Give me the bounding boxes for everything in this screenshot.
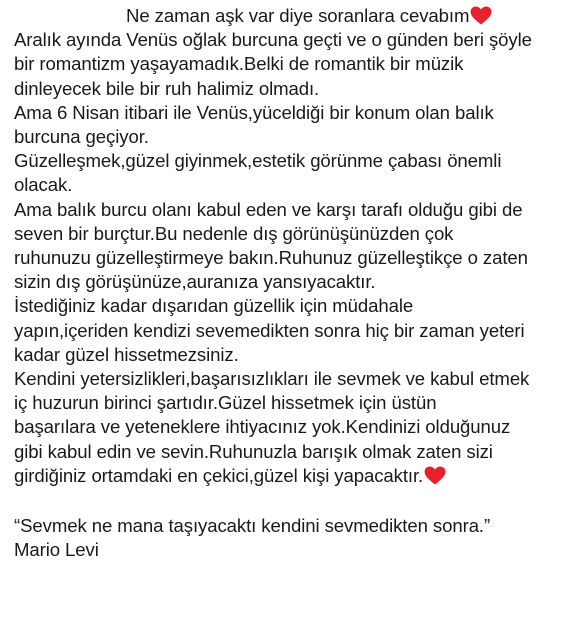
body-line-6: Güzelleşmek,güzel giyinmek,estetik görünme çabası önemli bbox=[14, 150, 502, 172]
body-line-14: kadar güzel hissetmezsiniz. bbox=[14, 343, 239, 365]
body-line-17: başarılara ve yeteneklere ihtiyacınız yok.Kendinizi olduğunuz bbox=[14, 416, 511, 438]
body-line-8: Ama balık burcu olanı kabul eden ve karşı tarafı olduğu gibi de bbox=[14, 198, 523, 220]
body-line-7: olacak. bbox=[14, 174, 73, 196]
body-line-19 bbox=[14, 464, 574, 488]
body-line-15: Kendini yetersizlikleri,başarısızlıkları ile sevmek ve kabul etmek bbox=[14, 368, 530, 390]
body-line-13: yapın,içeriden kendizi sevemedikten sonra hiç bir zaman yeteri bbox=[14, 319, 525, 341]
body-line-2: bir romantizm yaşayamadık.Belki de romantik bir müzik bbox=[14, 53, 464, 75]
quote-author: Mario Levi bbox=[14, 539, 99, 561]
body-line-3: dinleyecek bile bir ruh halimiz olmadı. bbox=[14, 77, 320, 99]
paragraph-gap bbox=[14, 488, 574, 512]
body-line-19-text: girdiğiniz ortamdaki en çekici,güzel kişi yapacaktır. bbox=[14, 464, 424, 486]
body-line-5: burcuna geçiyor. bbox=[14, 126, 149, 148]
body-line-10: ruhunuzu güzelleştirmeye bakın.Ruhunuz güzelleştikçe o zaten bbox=[14, 247, 528, 269]
post-title-line bbox=[14, 4, 574, 28]
post-text bbox=[14, 4, 574, 563]
body-line-9: seven bir burçtur.Bu nedenle dış görünüşünüzden çok bbox=[14, 222, 454, 244]
quote-text: “Sevmek ne mana taşıyacaktı kendini sevmedikten sonra.” bbox=[14, 515, 491, 537]
body-line-4: Ama 6 Nisan itibari ile Venüs,yüceldiği bir konum olan balık bbox=[14, 101, 494, 123]
heart-icon bbox=[424, 466, 446, 485]
body-line-16: iç huzurun birinci şartıdır.Güzel hissetmek için üstün bbox=[14, 392, 437, 414]
body-line-18: gibi kabul edin ve sevin.Ruhunuzla barışık olmak zaten sizi bbox=[14, 440, 493, 462]
body-line-12: İstediğiniz kadar dışarıdan güzellik için müdahale bbox=[14, 295, 414, 317]
body-line-11: sizin dış görüşünüze,auranıza yansıyacaktır. bbox=[14, 271, 376, 293]
heart-icon bbox=[470, 6, 492, 25]
body-line-1: Aralık ayında Venüs oğlak burcuna geçti ve o günden beri şöyle bbox=[14, 29, 532, 51]
post-title: Ne zaman aşk var diye soranlara cevabım bbox=[126, 5, 470, 26]
